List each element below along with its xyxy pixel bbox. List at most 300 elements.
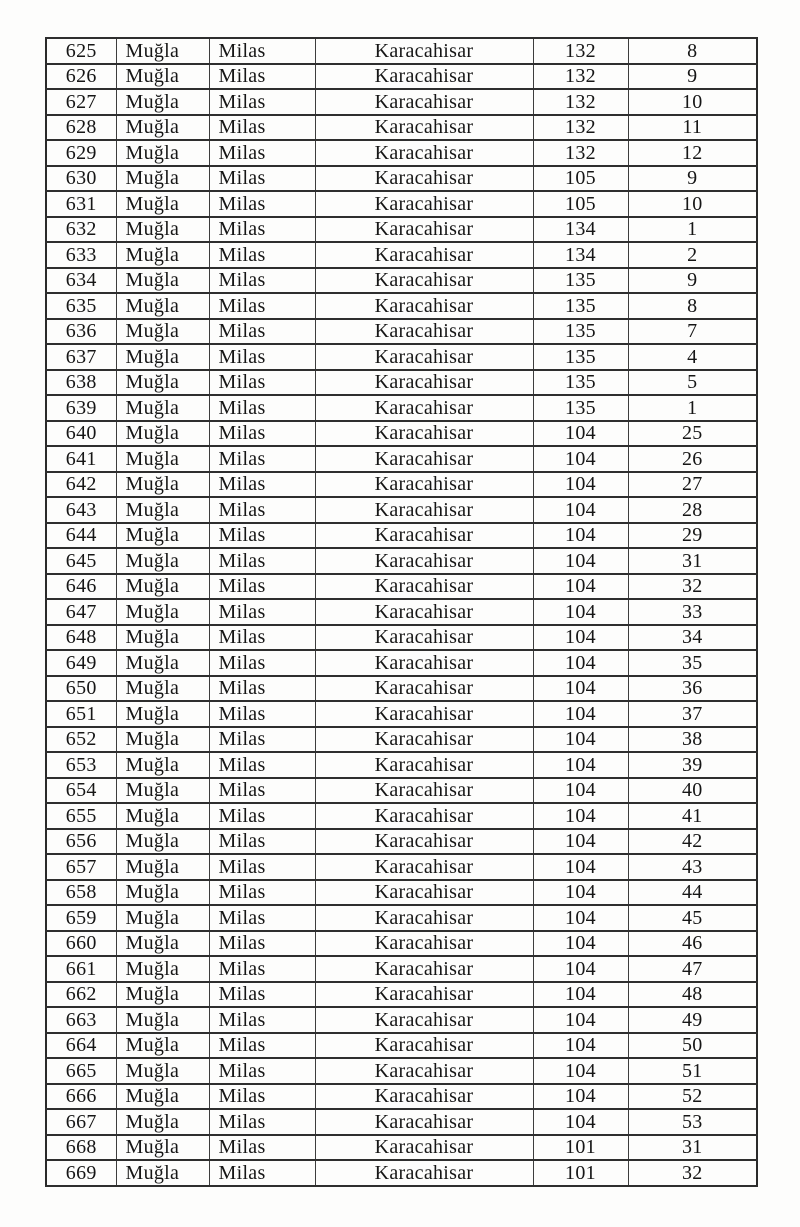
district-cell: Milas [209, 931, 315, 957]
district-cell: Milas [209, 293, 315, 319]
table-row [46, 268, 757, 294]
district-cell: Milas [209, 395, 315, 421]
district-cell: Milas [209, 140, 315, 166]
table-row [46, 956, 757, 982]
number-a-cell: 104 [533, 956, 628, 982]
village-cell: Karacahisar [315, 1135, 533, 1161]
number-a-cell: 132 [533, 140, 628, 166]
row-number-cell: 666 [46, 1084, 116, 1110]
village-cell: Karacahisar [315, 854, 533, 880]
row-number-cell: 628 [46, 115, 116, 141]
number-a-cell: 104 [533, 854, 628, 880]
district-cell: Milas [209, 778, 315, 804]
table-row [46, 293, 757, 319]
district-cell: Milas [209, 166, 315, 192]
district-cell: Milas [209, 370, 315, 396]
number-a-cell: 104 [533, 1033, 628, 1059]
number-b-cell: 7 [628, 319, 757, 345]
village-cell: Karacahisar [315, 1007, 533, 1033]
number-b-cell: 36 [628, 676, 757, 702]
number-a-cell: 104 [533, 1058, 628, 1084]
table-row [46, 650, 757, 676]
district-cell: Milas [209, 472, 315, 498]
number-a-cell: 104 [533, 599, 628, 625]
province-cell: Muğla [116, 523, 209, 549]
province-cell: Muğla [116, 829, 209, 855]
table-row [46, 472, 757, 498]
village-cell: Karacahisar [315, 676, 533, 702]
village-cell: Karacahisar [315, 956, 533, 982]
district-cell: Milas [209, 89, 315, 115]
table-row [46, 574, 757, 600]
table-row [46, 701, 757, 727]
district-cell: Milas [209, 344, 315, 370]
row-number-cell: 661 [46, 956, 116, 982]
table-row [46, 421, 757, 447]
number-b-cell: 10 [628, 191, 757, 217]
province-cell: Muğla [116, 956, 209, 982]
number-b-cell: 53 [628, 1109, 757, 1135]
village-cell: Karacahisar [315, 548, 533, 574]
row-number-cell: 645 [46, 548, 116, 574]
village-cell: Karacahisar [315, 497, 533, 523]
district-cell: Milas [209, 1135, 315, 1161]
number-a-cell: 132 [533, 89, 628, 115]
province-cell: Muğla [116, 1135, 209, 1161]
province-cell: Muğla [116, 676, 209, 702]
number-b-cell: 12 [628, 140, 757, 166]
number-b-cell: 44 [628, 880, 757, 906]
row-number-cell: 668 [46, 1135, 116, 1161]
table-row [46, 38, 757, 64]
table-row [46, 319, 757, 345]
number-b-cell: 10 [628, 89, 757, 115]
row-number-cell: 659 [46, 905, 116, 931]
village-cell: Karacahisar [315, 319, 533, 345]
number-a-cell: 104 [533, 752, 628, 778]
district-cell: Milas [209, 1084, 315, 1110]
number-a-cell: 135 [533, 293, 628, 319]
province-cell: Muğla [116, 446, 209, 472]
village-cell: Karacahisar [315, 89, 533, 115]
number-a-cell: 135 [533, 319, 628, 345]
district-cell: Milas [209, 574, 315, 600]
row-number-cell: 642 [46, 472, 116, 498]
district-cell: Milas [209, 676, 315, 702]
row-number-cell: 627 [46, 89, 116, 115]
number-b-cell: 38 [628, 727, 757, 753]
number-b-cell: 8 [628, 293, 757, 319]
table-row [46, 829, 757, 855]
table-row [46, 217, 757, 243]
number-a-cell: 104 [533, 523, 628, 549]
row-number-cell: 633 [46, 242, 116, 268]
number-a-cell: 104 [533, 548, 628, 574]
province-cell: Muğla [116, 701, 209, 727]
table-row [46, 803, 757, 829]
number-a-cell: 101 [533, 1160, 628, 1186]
number-a-cell: 104 [533, 1109, 628, 1135]
number-b-cell: 37 [628, 701, 757, 727]
table-row [46, 1007, 757, 1033]
district-cell: Milas [209, 268, 315, 294]
row-number-cell: 646 [46, 574, 116, 600]
district-cell: Milas [209, 829, 315, 855]
province-cell: Muğla [116, 574, 209, 600]
province-cell: Muğla [116, 497, 209, 523]
province-cell: Muğla [116, 293, 209, 319]
table-row [46, 370, 757, 396]
number-a-cell: 135 [533, 344, 628, 370]
district-cell: Milas [209, 191, 315, 217]
number-a-cell: 104 [533, 905, 628, 931]
province-cell: Muğla [116, 778, 209, 804]
village-cell: Karacahisar [315, 395, 533, 421]
row-number-cell: 625 [46, 38, 116, 64]
village-cell: Karacahisar [315, 446, 533, 472]
province-cell: Muğla [116, 854, 209, 880]
number-b-cell: 33 [628, 599, 757, 625]
row-number-cell: 654 [46, 778, 116, 804]
row-number-cell: 629 [46, 140, 116, 166]
village-cell: Karacahisar [315, 905, 533, 931]
number-a-cell: 104 [533, 497, 628, 523]
row-number-cell: 652 [46, 727, 116, 753]
row-number-cell: 653 [46, 752, 116, 778]
district-cell: Milas [209, 217, 315, 243]
province-cell: Muğla [116, 982, 209, 1008]
province-cell: Muğla [116, 242, 209, 268]
district-cell: Milas [209, 727, 315, 753]
number-b-cell: 32 [628, 574, 757, 600]
number-b-cell: 52 [628, 1084, 757, 1110]
province-cell: Muğla [116, 166, 209, 192]
row-number-cell: 648 [46, 625, 116, 651]
number-a-cell: 101 [533, 1135, 628, 1161]
number-b-cell: 51 [628, 1058, 757, 1084]
district-cell: Milas [209, 1058, 315, 1084]
number-a-cell: 104 [533, 931, 628, 957]
province-cell: Muğla [116, 115, 209, 141]
table-row [46, 1084, 757, 1110]
number-b-cell: 47 [628, 956, 757, 982]
number-b-cell: 50 [628, 1033, 757, 1059]
village-cell: Karacahisar [315, 140, 533, 166]
table-row [46, 64, 757, 90]
number-a-cell: 132 [533, 115, 628, 141]
number-b-cell: 4 [628, 344, 757, 370]
table-row [46, 344, 757, 370]
table-row [46, 599, 757, 625]
number-a-cell: 132 [533, 38, 628, 64]
village-cell: Karacahisar [315, 931, 533, 957]
district-cell: Milas [209, 1007, 315, 1033]
table-row [46, 727, 757, 753]
number-b-cell: 8 [628, 38, 757, 64]
row-number-cell: 626 [46, 64, 116, 90]
district-cell: Milas [209, 599, 315, 625]
district-cell: Milas [209, 523, 315, 549]
province-cell: Muğla [116, 1007, 209, 1033]
village-cell: Karacahisar [315, 191, 533, 217]
row-number-cell: 650 [46, 676, 116, 702]
row-number-cell: 665 [46, 1058, 116, 1084]
table-row [46, 1058, 757, 1084]
province-cell: Muğla [116, 599, 209, 625]
number-b-cell: 9 [628, 166, 757, 192]
row-number-cell: 662 [46, 982, 116, 1008]
table-row [46, 778, 757, 804]
district-cell: Milas [209, 446, 315, 472]
number-b-cell: 34 [628, 625, 757, 651]
row-number-cell: 669 [46, 1160, 116, 1186]
row-number-cell: 649 [46, 650, 116, 676]
province-cell: Muğla [116, 803, 209, 829]
district-cell: Milas [209, 803, 315, 829]
village-cell: Karacahisar [315, 166, 533, 192]
district-cell: Milas [209, 38, 315, 64]
number-b-cell: 45 [628, 905, 757, 931]
village-cell: Karacahisar [315, 650, 533, 676]
village-cell: Karacahisar [315, 217, 533, 243]
number-b-cell: 28 [628, 497, 757, 523]
number-a-cell: 135 [533, 370, 628, 396]
village-cell: Karacahisar [315, 1109, 533, 1135]
number-a-cell: 134 [533, 242, 628, 268]
row-number-cell: 655 [46, 803, 116, 829]
table-row [46, 880, 757, 906]
number-a-cell: 104 [533, 574, 628, 600]
row-number-cell: 631 [46, 191, 116, 217]
table-row [46, 854, 757, 880]
number-a-cell: 104 [533, 727, 628, 753]
table-row [46, 242, 757, 268]
table-row [46, 140, 757, 166]
table-row [46, 676, 757, 702]
village-cell: Karacahisar [315, 625, 533, 651]
number-b-cell: 1 [628, 217, 757, 243]
district-cell: Milas [209, 650, 315, 676]
number-a-cell: 105 [533, 191, 628, 217]
number-a-cell: 104 [533, 446, 628, 472]
table-row [46, 191, 757, 217]
district-cell: Milas [209, 1033, 315, 1059]
number-a-cell: 104 [533, 650, 628, 676]
table-row [46, 548, 757, 574]
province-cell: Muğla [116, 344, 209, 370]
table-row [46, 1109, 757, 1135]
table-body [46, 38, 757, 1186]
province-cell: Muğla [116, 472, 209, 498]
number-b-cell: 48 [628, 982, 757, 1008]
province-cell: Muğla [116, 64, 209, 90]
number-a-cell: 135 [533, 268, 628, 294]
table-row [46, 1135, 757, 1161]
number-b-cell: 31 [628, 548, 757, 574]
district-cell: Milas [209, 115, 315, 141]
village-cell: Karacahisar [315, 268, 533, 294]
village-cell: Karacahisar [315, 421, 533, 447]
village-cell: Karacahisar [315, 778, 533, 804]
row-number-cell: 651 [46, 701, 116, 727]
table-row [46, 1033, 757, 1059]
village-cell: Karacahisar [315, 370, 533, 396]
province-cell: Muğla [116, 421, 209, 447]
province-cell: Muğla [116, 1058, 209, 1084]
number-a-cell: 104 [533, 880, 628, 906]
province-cell: Muğla [116, 395, 209, 421]
number-a-cell: 104 [533, 676, 628, 702]
province-cell: Muğla [116, 268, 209, 294]
number-b-cell: 35 [628, 650, 757, 676]
village-cell: Karacahisar [315, 472, 533, 498]
table-row [46, 931, 757, 957]
number-b-cell: 1 [628, 395, 757, 421]
row-number-cell: 667 [46, 1109, 116, 1135]
number-a-cell: 104 [533, 625, 628, 651]
province-cell: Muğla [116, 650, 209, 676]
district-cell: Milas [209, 625, 315, 651]
village-cell: Karacahisar [315, 982, 533, 1008]
district-cell: Milas [209, 701, 315, 727]
village-cell: Karacahisar [315, 803, 533, 829]
number-b-cell: 42 [628, 829, 757, 855]
table-row [46, 625, 757, 651]
district-cell: Milas [209, 1160, 315, 1186]
row-number-cell: 664 [46, 1033, 116, 1059]
table-row [46, 497, 757, 523]
province-cell: Muğla [116, 1109, 209, 1135]
row-number-cell: 638 [46, 370, 116, 396]
village-cell: Karacahisar [315, 64, 533, 90]
number-a-cell: 104 [533, 803, 628, 829]
number-a-cell: 104 [533, 778, 628, 804]
district-cell: Milas [209, 905, 315, 931]
province-cell: Muğla [116, 217, 209, 243]
row-number-cell: 643 [46, 497, 116, 523]
row-number-cell: 641 [46, 446, 116, 472]
table-row [46, 523, 757, 549]
number-b-cell: 9 [628, 64, 757, 90]
number-b-cell: 46 [628, 931, 757, 957]
district-cell: Milas [209, 752, 315, 778]
number-b-cell: 27 [628, 472, 757, 498]
number-b-cell: 32 [628, 1160, 757, 1186]
number-b-cell: 29 [628, 523, 757, 549]
province-cell: Muğla [116, 319, 209, 345]
row-number-cell: 630 [46, 166, 116, 192]
row-number-cell: 639 [46, 395, 116, 421]
number-a-cell: 104 [533, 829, 628, 855]
number-a-cell: 134 [533, 217, 628, 243]
province-cell: Muğla [116, 752, 209, 778]
number-b-cell: 25 [628, 421, 757, 447]
number-b-cell: 43 [628, 854, 757, 880]
table-row [46, 982, 757, 1008]
province-cell: Muğla [116, 905, 209, 931]
district-cell: Milas [209, 242, 315, 268]
district-cell: Milas [209, 1109, 315, 1135]
row-number-cell: 634 [46, 268, 116, 294]
province-cell: Muğla [116, 370, 209, 396]
province-cell: Muğla [116, 140, 209, 166]
number-a-cell: 104 [533, 982, 628, 1008]
district-cell: Milas [209, 956, 315, 982]
number-b-cell: 49 [628, 1007, 757, 1033]
village-cell: Karacahisar [315, 523, 533, 549]
row-number-cell: 636 [46, 319, 116, 345]
village-cell: Karacahisar [315, 344, 533, 370]
district-cell: Milas [209, 880, 315, 906]
district-cell: Milas [209, 854, 315, 880]
table-row [46, 752, 757, 778]
district-cell: Milas [209, 982, 315, 1008]
table-row [46, 395, 757, 421]
province-cell: Muğla [116, 89, 209, 115]
village-cell: Karacahisar [315, 752, 533, 778]
village-cell: Karacahisar [315, 38, 533, 64]
number-a-cell: 105 [533, 166, 628, 192]
number-b-cell: 2 [628, 242, 757, 268]
province-cell: Muğla [116, 727, 209, 753]
row-number-cell: 663 [46, 1007, 116, 1033]
village-cell: Karacahisar [315, 829, 533, 855]
table-row [46, 166, 757, 192]
row-number-cell: 647 [46, 599, 116, 625]
province-cell: Muğla [116, 38, 209, 64]
village-cell: Karacahisar [315, 242, 533, 268]
number-a-cell: 104 [533, 421, 628, 447]
village-cell: Karacahisar [315, 1084, 533, 1110]
row-number-cell: 656 [46, 829, 116, 855]
row-number-cell: 658 [46, 880, 116, 906]
province-cell: Muğla [116, 880, 209, 906]
cadastral-table [45, 37, 758, 1187]
number-b-cell: 31 [628, 1135, 757, 1161]
row-number-cell: 644 [46, 523, 116, 549]
table-row [46, 446, 757, 472]
province-cell: Muğla [116, 931, 209, 957]
row-number-cell: 640 [46, 421, 116, 447]
district-cell: Milas [209, 497, 315, 523]
row-number-cell: 632 [46, 217, 116, 243]
row-number-cell: 635 [46, 293, 116, 319]
village-cell: Karacahisar [315, 1160, 533, 1186]
number-b-cell: 39 [628, 752, 757, 778]
row-number-cell: 660 [46, 931, 116, 957]
number-b-cell: 5 [628, 370, 757, 396]
province-cell: Muğla [116, 1160, 209, 1186]
village-cell: Karacahisar [315, 701, 533, 727]
table-row [46, 115, 757, 141]
table-row [46, 89, 757, 115]
province-cell: Muğla [116, 1033, 209, 1059]
village-cell: Karacahisar [315, 1033, 533, 1059]
number-a-cell: 104 [533, 1007, 628, 1033]
village-cell: Karacahisar [315, 880, 533, 906]
province-cell: Muğla [116, 1084, 209, 1110]
district-cell: Milas [209, 64, 315, 90]
province-cell: Muğla [116, 548, 209, 574]
number-a-cell: 135 [533, 395, 628, 421]
table-row [46, 1160, 757, 1186]
province-cell: Muğla [116, 625, 209, 651]
village-cell: Karacahisar [315, 574, 533, 600]
number-a-cell: 104 [533, 701, 628, 727]
district-cell: Milas [209, 548, 315, 574]
row-number-cell: 657 [46, 854, 116, 880]
number-b-cell: 11 [628, 115, 757, 141]
